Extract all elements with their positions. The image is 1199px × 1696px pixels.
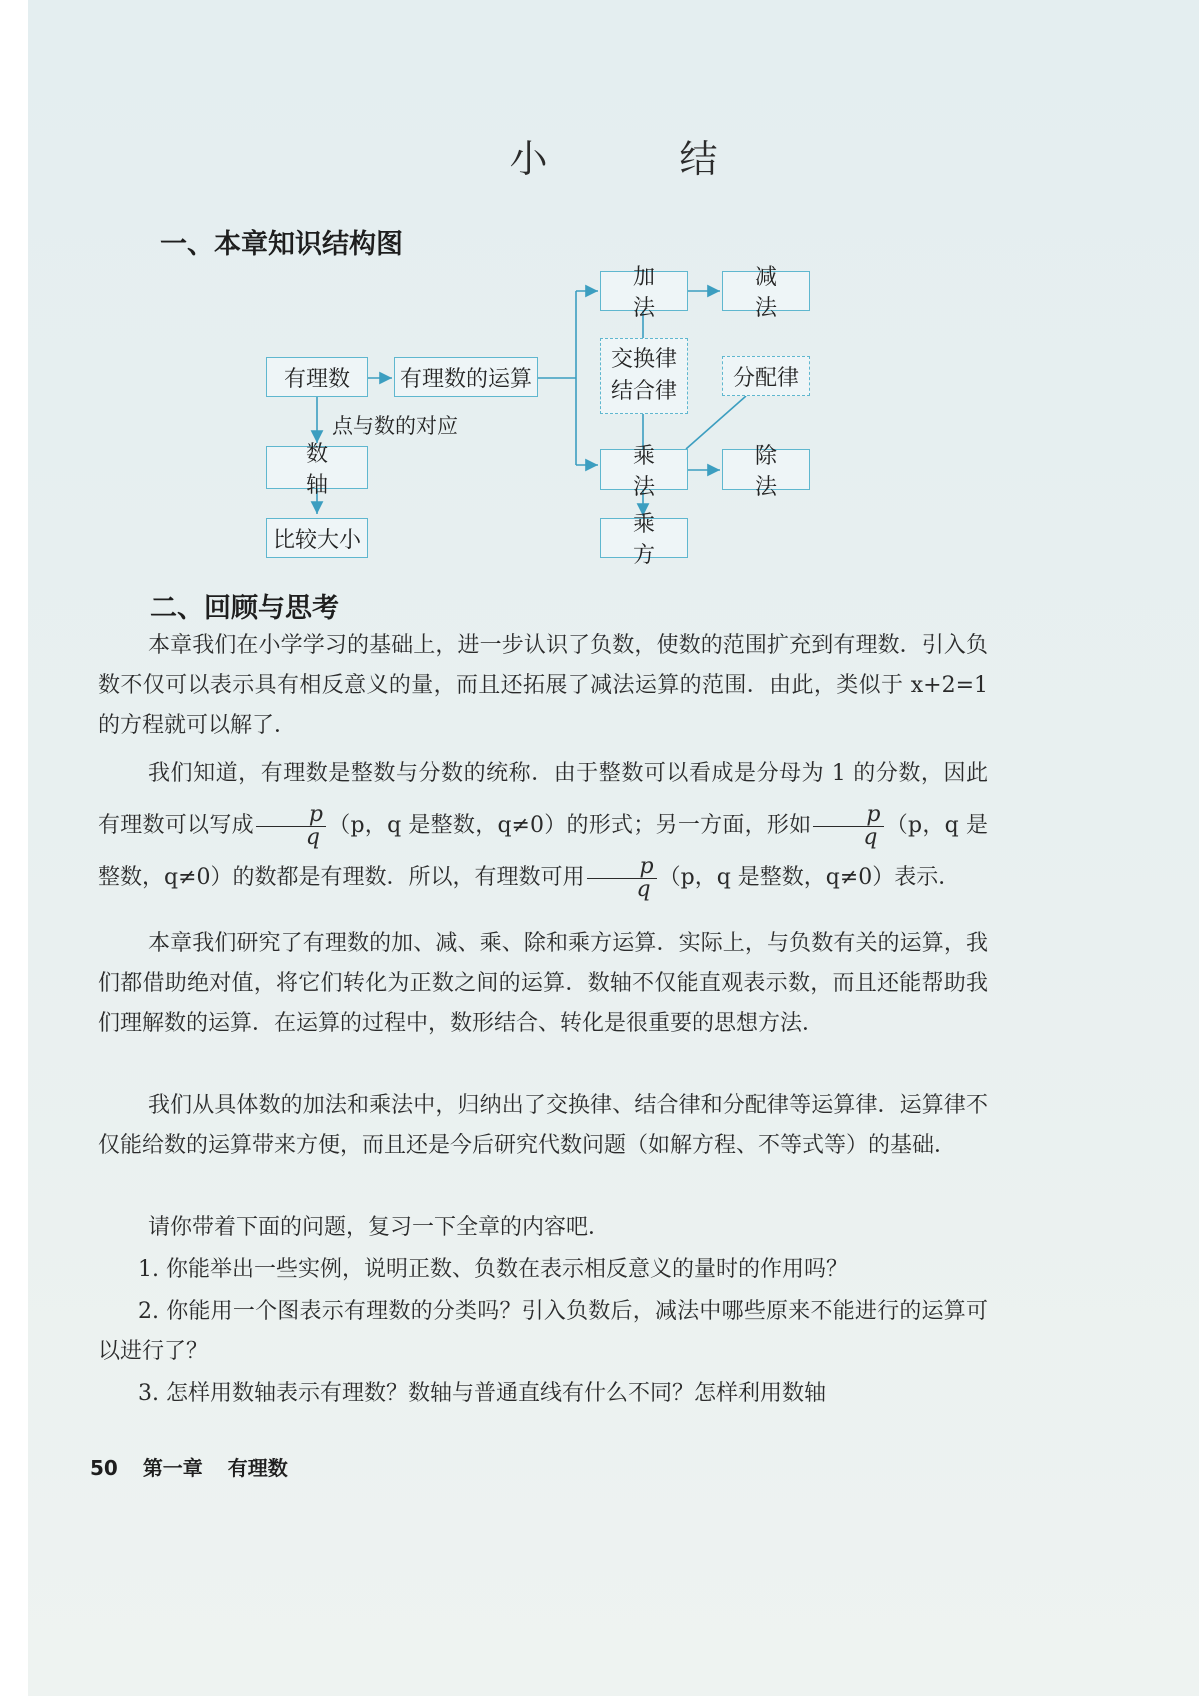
box-multiplication: 乘 法 [600,449,688,490]
paragraph-2: 我们知道，有理数是整数与分数的统称．由于整数可以看成是分母为 1 的分数，因此有理数可以写成 $\frac{p}{q}$ （p，q 是整数，q≠0）的形式；另一方面，形如 $\frac{p}{q}$ （p，q 是整数，q≠0）的数都是有理数．所以，有理数可用 $\frac{p}{q}$ （p，q 是整数，q≠0）表示． [98,761,988,902]
paragraph-3: 本章我们研究了有理数的加、减、乘、除和乘方运算．实际上，与负数有关的运算，我们都借助绝对值，将它们转化为正数之间的运算．数轴不仅能直观表示数，而且还能帮助我们理解数的运算．在运算的过程中，数形结合、转化是很重要的思想方法． [98,931,988,1036]
page-number: 50 [90,1456,118,1480]
box-rational-numbers: 有理数 [266,357,368,397]
fraction-p-over-q: $\frac{p}{q}$ [256,804,326,849]
box-power: 乘 方 [600,518,688,558]
chapter-title: 有理数 [227,1456,288,1480]
fraction-p-over-q: $\frac{p}{q}$ [813,804,883,849]
label-point-number-correspondence: 点与数的对应 [332,414,458,438]
question-1: 1. 你能举出一些实例，说明正数、负数在表示相反意义的量时的作用吗？ [138,1257,848,1282]
box-number-line: 数 轴 [266,446,368,489]
paragraph-4: 我们从具体数的加法和乘法中，归纳出了交换律、结合律和分配律等运算律．运算律不仅能给数的运算带来方便，而且还是今后研究代数问题（如解方程、不等式等）的基础． [98,1093,988,1158]
box-commutative-associative [600,338,688,414]
chapter-label: 第一章 [142,1456,203,1480]
fraction-p-over-q: $\frac{p}{q}$ [587,856,657,901]
knowledge-structure-diagram [28,0,1199,600]
page-footer [90,1452,306,1481]
box-division: 除 法 [722,449,810,490]
box-compare-size: 比较大小 [266,518,368,558]
box-rational-operations: 有理数的运算 [394,357,538,397]
question-2: 2. 你能用一个图表示有理数的分类吗？引入负数后，减法中哪些原来不能进行的运算可以进行了？ [98,1299,988,1364]
box-subtraction: 减 法 [722,271,810,311]
paragraph-5: 请你带着下面的问题，复习一下全章的内容吧． [148,1215,611,1240]
commutative-law: 交换律 [610,347,677,372]
associative-law: 结合律 [610,379,677,404]
box-distributive: 分配律 [722,356,810,396]
section-heading-review: 二、回顾与思考 [150,593,339,624]
question-3: 3. 怎样用数轴表示有理数？数轴与普通直线有什么不同？怎样利用数轴 [138,1381,826,1406]
paragraph-1: 本章我们在小学学习的基础上，进一步认识了负数，使数的范围扩充到有理数．引入负数不仅可以表示具有相反意义的量，而且还拓展了减法运算的范围．由此，类似于 x+2=1 的方程就可以解了． [98,633,988,738]
box-addition: 加 法 [600,271,688,311]
page-title: 小 结 [509,137,778,181]
section-heading-structure: 一、本章知识结构图 [160,229,403,260]
